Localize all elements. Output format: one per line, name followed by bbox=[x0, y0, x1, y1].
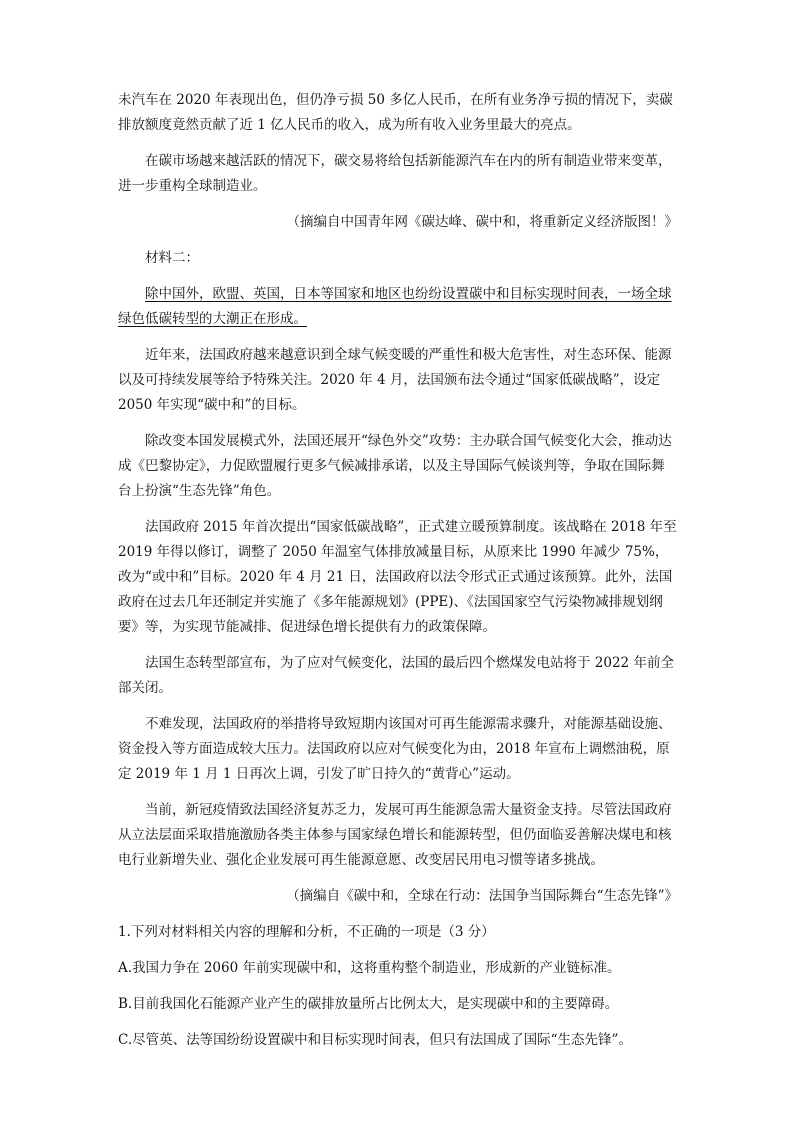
paragraph: 法国生态转型部宣布，为了应对气候变化，法国的最后四个燃煤发电站将于 2022 年前全部关闭。 bbox=[118, 655, 674, 696]
paragraph: 当前，新冠疫情致法国经济复苏乏力，发展可再生能源急需大量资金支持。尽管法国政府从立法层面采取措施激励各类主体参与国家绿色增长和能源转型，但仍面临妥善解决煤电和核电行业新增失业、强化企业发展可再生能源意愿、改变居民用电习惯等诸多挑战。 bbox=[118, 802, 672, 868]
question-stem: 1.下列对材料相关内容的理解和分析，不正确的一项是（3 分） bbox=[118, 924, 495, 940]
source-citation: （摘编自《碳中和，全球在行动：法国争当国际舞台“生态先锋”》 bbox=[286, 888, 678, 904]
paragraph: 除改变本国发展模式外，法国还展开“绿色外交”攻势：主办联合国气候变化大会，推动达成《巴黎协定》，力促欧盟履行更多气候减排承诺，以及主导国际气候谈判等，争取在国际舞台上扮演“生态先锋”角色。 bbox=[118, 433, 672, 499]
answer-option-b: B.目前我国化石能源产业产生的碳排放量所占比例太大，是实现碳中和的主要障碍。 bbox=[118, 996, 619, 1012]
paragraph-continuation: 未汽车在 2020 年表现出色，但仍净亏损 50 多亿人民币，在所有业务净亏损的情况下，卖碳排放额度竟然贡献了近 1 亿人民币的收入，成为所有收入业务里最大的亮点。 bbox=[118, 92, 673, 133]
paragraph: 不难发现，法国政府的举措将导致短期内该国对可再生能源需求骤升，对能源基础设施、资金投入等方面造成较大压力。法国政府以应对气候变化为由，2018 年宣布上调燃油税，原定 2019 年 1 月 1 日再次上调，引发了旷日持久的“黄背心”运动。 bbox=[118, 716, 672, 782]
paragraph: 在碳市场越来越活跃的情况下，碳交易将给包括新能源汽车在内的所有制造业带来变革，进一步重构全球制造业。 bbox=[118, 153, 672, 194]
answer-option-c: C.尽管英、法等国纷纷设置碳中和目标实现时间表，但只有法国成了国际“生态先锋”。 bbox=[118, 1032, 632, 1048]
paragraph: 近年来，法国政府越来越意识到全球气候变暖的严重性和极大危害性，对生态环保、能源以及可持续发展等给予特殊关注。2020 年 4 月，法国颁布法令通过“国家低碳战略”，设定 2050 年实现“碳中和”的目标。 bbox=[118, 347, 672, 413]
answer-option-a: A.我国力争在 2060 年前实现碳中和，这将重构整个制造业，形成新的产业链标准。 bbox=[118, 960, 621, 976]
source-citation: （摘编自中国青年网《碳达峰、碳中和，将重新定义经济版图！》 bbox=[286, 214, 678, 230]
underlined-text: 除中国外，欧盟、英国，日本等国家和地区也纷纷设置碳中和目标实现时间表，一场全球绿色低碳转型的大潮正在形成。 bbox=[118, 286, 672, 327]
paragraph: 法国政府 2015 年首次提出“国家低碳战略”，正式建立暖预算制度。该战略在 2018 年至 2019 年得以修订，调整了 2050 年温室气体排放减量目标，从原来比 1990 年减少 75%，改为“或中和”目标。2020 年 4 月 21 日，法国政府以法令形式正式通过该预算。此外，法国政府在过去几年还制定并实施了《多年能源规划》(PPE)、《法国国家空气污染物减排规划纲要》等，为实现节能减排、促进绿色增长提供有力的政策保障。 bbox=[118, 519, 677, 635]
section-heading: 材料二： bbox=[145, 250, 199, 266]
underlined-paragraph bbox=[118, 282, 678, 332]
document-page bbox=[118, 88, 678, 1064]
